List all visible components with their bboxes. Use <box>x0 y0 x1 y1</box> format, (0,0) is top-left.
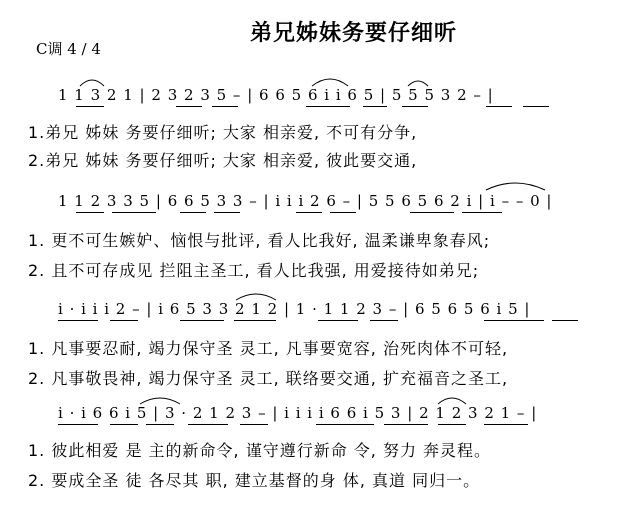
key-signature: C调 4 / 4 <box>36 40 101 58</box>
notation-line-3: i · i i i 2 – | i 6 5 3 3 2 1 2 | 1 · 1 1 2 3 – | 6 5 6 5 6 i 5 | <box>58 300 530 318</box>
lyric-line-1-verse-1: 1.弟兄 姊妹 务要仔细听; 大家 相亲爱, 不可有分争, <box>28 123 418 142</box>
lyric-line-2-verse-1: 1. 更不可生嫉妒、恼恨与批评, 看人比我好, 温柔谦卑象春风; <box>28 231 491 250</box>
notation-line-2: 1 1 2 3 3 5 | 6 6 5 3 3 – | i i i 2 6 – | 5 5 6 5 6 2 i | i – – 0 | <box>58 192 552 210</box>
notation-line-4: i · i 6 6 i 5 | 3 · 2 1 2 3 – | i i i i 6 6 i 5 3 | 2 1 2 3 2 1 – | <box>58 404 537 422</box>
slur-arc <box>408 81 428 86</box>
slur-arc <box>236 294 276 300</box>
slur-arc <box>80 80 104 86</box>
lyric-line-1-verse-2: 2.弟兄 姊妹 务要仔细听; 大家 相亲爱, 彼此要交通, <box>28 151 418 170</box>
slur-arc <box>312 79 348 86</box>
slur-arc <box>140 398 180 404</box>
slur-arc <box>486 183 545 190</box>
song-title: 弟兄姊妹务要仔细听 <box>250 21 458 46</box>
notation-line-1: 1 1 3 2 1 | 2 3 2 3 5 – | 6 6 5 6 i i 6 5 | 5 5 5 3 2 – | <box>58 86 494 104</box>
lyric-line-4-verse-2: 2. 要成全圣 徒 各尽其 职, 建立基督的身 体, 真道 同归一。 <box>28 471 481 490</box>
lyric-line-3-verse-2: 2. 凡事敬畏神, 竭力保守圣 灵工, 联络要交通, 扩充福音之圣工, <box>28 369 509 388</box>
slur-arc <box>438 398 466 404</box>
lyric-line-4-verse-1: 1. 彼此相爱 是 主的新命令, 谨守遵行新命 令, 努力 奔灵程。 <box>28 441 492 460</box>
lyric-line-3-verse-1: 1. 凡事要忍耐, 竭力保守圣 灵工, 凡事要宽容, 治死肉体不可轻, <box>28 339 509 358</box>
lyric-line-2-verse-2: 2. 且不可存成见 拦阻主圣工, 看人比我强, 用爱接待如弟兄; <box>28 261 480 280</box>
